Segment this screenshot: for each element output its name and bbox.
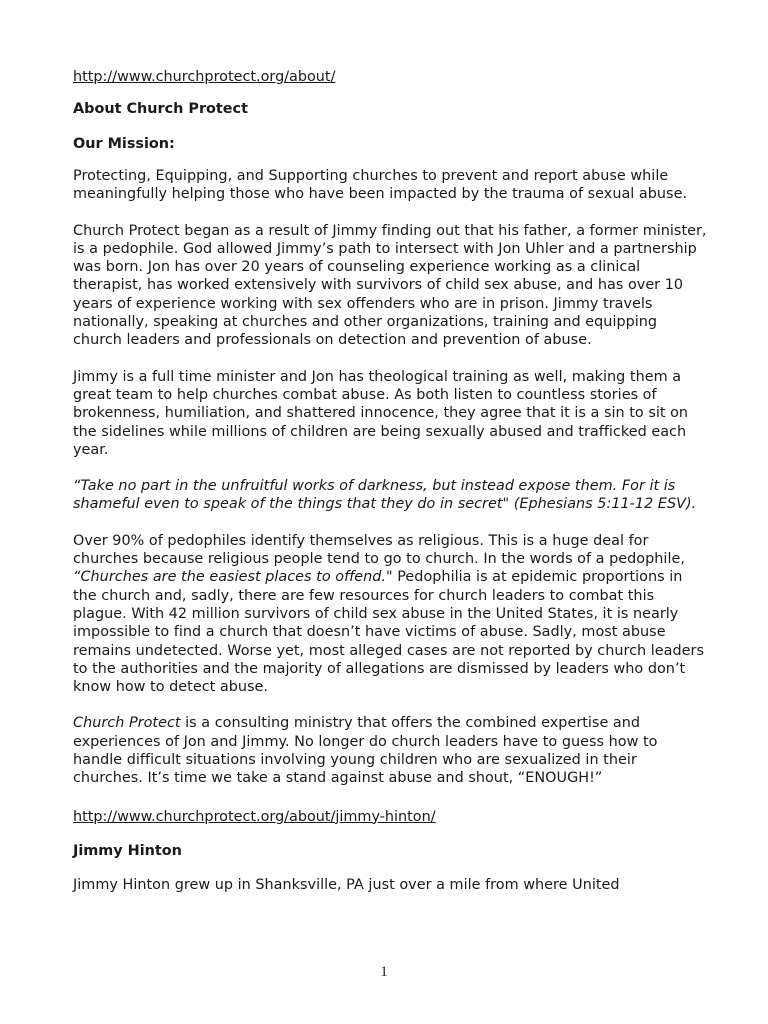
jimmy-hinton-text: Jimmy Hinton grew up in Shanksville, PA just over a mile from where United: [73, 876, 620, 893]
page-number: 1: [380, 964, 388, 980]
scripture-quote: [73, 477, 708, 514]
paragraph-statistics: [73, 532, 708, 697]
about-url-link[interactable]: http://www.churchprotect.org/about/: [73, 69, 336, 85]
mission-text: Protecting, Equipping, and Supporting churches to prevent and report abuse while meaningfully helping those who have been impacted by the trauma of sexual abuse.: [73, 168, 688, 203]
mission-heading: Our Mission:: [73, 136, 175, 152]
ministry-name: Church Protect: [73, 715, 181, 732]
page-title: About Church Protect: [73, 101, 248, 117]
paragraph-ministry: [73, 714, 708, 787]
paragraph-team: Jimmy is a full time minister and Jon has theological training as well, making them a great team to help churches combat abuse. As both listen to countless stories of brokenness, humiliation, and shattered innocence, they agree that it is a sin to sit on the sidelines while millions of children are being sexually abused and trafficked each year.: [73, 368, 689, 458]
paragraph-statistics-part2: Pedophilia is at epidemic proportions in the church and, sadly, there are few resources for church leaders to combat this plague. With 42 million survivors of child sex abuse in the United States, it is nearly impossible to find a church that doesn’t have victims of abuse. Sadly, most abuse remains undetected. Worse yet, most alleged cases are not reported by church leaders to the authorities and the majority of allegations are dismissed by leaders who don’t know how to detect abuse.: [73, 569, 704, 696]
paragraph-origin: Church Protect began as a result of Jimmy finding out that his father, a former minister, is a pedophile. God allowed Jimmy’s path to intersect with Jon Uhler and a partnership was born. Jon has over 20 years of counseling experience working as a clinical therapist, has worked extensively with survivors of child sex abuse, and has over 10 years of experience working with sex offenders who are in prison. Jimmy travels nationally, speaking at churches and other organizations, training and equipping church leaders and professionals on detection and prevention of abuse.: [73, 222, 707, 349]
pedophile-quote: “Churches are the easiest places to offend.": [73, 569, 393, 586]
paragraph-ministry-text: is a consulting ministry that offers the combined expertise and experiences of Jon and Jimmy. No longer do church leaders have to guess how to handle difficult situations involving young children who are sexualized in their churches. It’s time we take a stand against abuse and shout, “ENOUGH!”: [73, 715, 658, 787]
paragraph-statistics-part1: Over 90% of pedophiles identify themselves as religious. This is a huge deal for churches because religious people tend to go to church. In the words of a pedophile,: [73, 532, 685, 568]
jimmy-hinton-url-link[interactable]: http://www.churchprotect.org/about/jimmy-hinton/: [73, 808, 436, 825]
scripture-quote-text: “Take no part in the unfruitful works of darkness, but instead expose them. For it is shameful even to speak of the things that they do in secret" (Ephesians 5:11-12 ESV).: [73, 478, 697, 513]
jimmy-hinton-heading: Jimmy Hinton: [73, 842, 182, 859]
